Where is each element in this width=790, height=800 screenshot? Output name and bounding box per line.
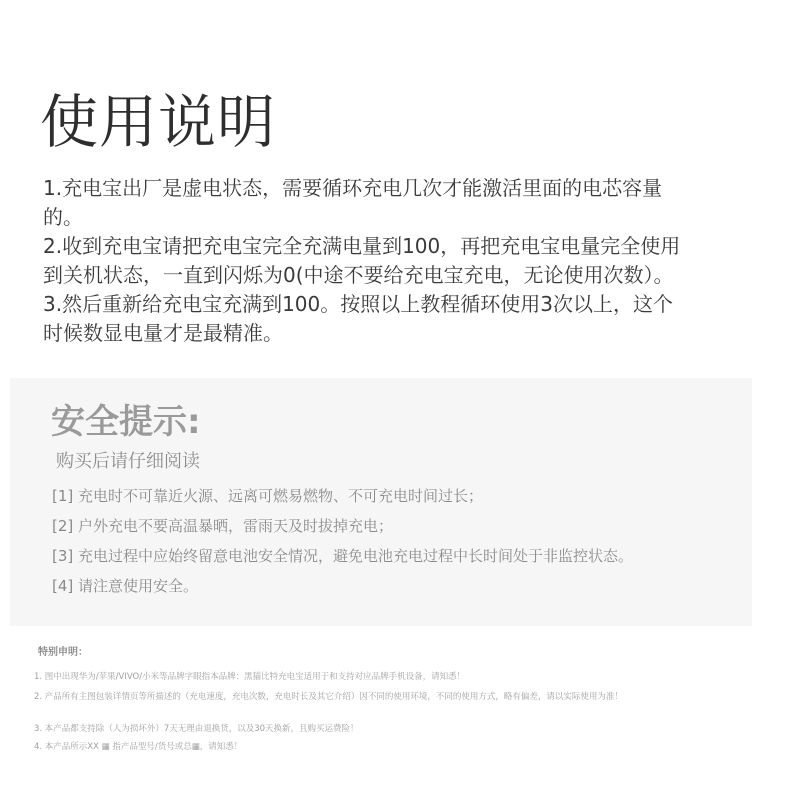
- safety-item: [1] 充电时不可靠近火源、远离可燃易燃物、不可充电时间过长；: [52, 487, 484, 505]
- special-notice-item: 4. 本产品所示XX ▦ 指产品型号/货号或总▦，请知悉！: [34, 742, 243, 752]
- special-notice-item: 2. 产品所有主图包装详情页等所描述的（充电速度，充电次数，充电时长及其它介绍）因不同的使用环境，不同的使用方式，略有偏差，请以实际使用为准！: [34, 692, 623, 702]
- page-title: 使用说明: [40, 88, 277, 156]
- safety-tips-panel: [10, 378, 752, 626]
- special-notice-item: 3. 本产品都支持除（人为损坏外）7天无理由退换货，以及30天换新，且购买运费险！: [34, 724, 359, 734]
- special-notice-title: 特别申明：: [38, 647, 88, 658]
- instruction-item: 2.收到充电宝请把充电宝完全充满电量到100，再把充电宝电量完全使用到关机状态，一直到闪烁为0(中途不要给充电宝充电，无论使用次数）。: [43, 234, 681, 287]
- safety-item: [3] 充电过程中应始终留意电池安全情况，避免电池充电过程中长时间处于非监控状态。: [52, 547, 634, 565]
- instruction-item: 3.然后重新给充电宝充满到100。按照以上教程循环使用3次以上，这个时候数显电量才是最精准。: [43, 292, 673, 345]
- safety-subtitle: 购买后请仔细阅读: [56, 451, 200, 472]
- special-notice-item: 1. 图中出现华为/苹果/VIVO/小米等品牌字眼指本品牌：黑猫比特充电宝适用于和支持对应品牌手机设备，请知悉！: [34, 672, 466, 682]
- safety-item: [4] 请注意使用安全。: [52, 577, 199, 595]
- instruction-item: 1.充电宝出厂是虚电状态，需要循环充电几次才能激活里面的电芯容量的。: [43, 176, 663, 229]
- safety-title: 安全提示:: [51, 402, 201, 442]
- safety-item: [2] 户外充电不要高温暴晒，雷雨天及时拔掉充电；: [52, 517, 394, 535]
- instructions-section: [43, 174, 683, 348]
